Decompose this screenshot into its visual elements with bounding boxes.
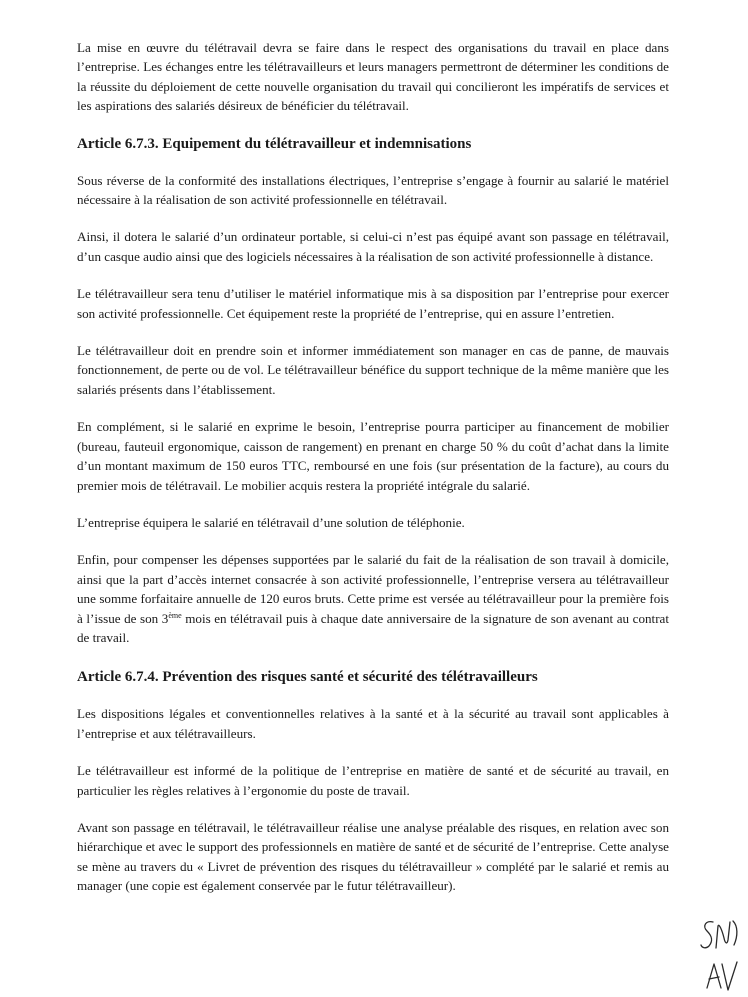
paragraph-mobilier: En complément, si le salarié en exprime le besoin, l’entreprise pourra participer au financement de mobilier (bureau, fauteuil ergonomique, caisson de rangement) en prenant en charge 50 % du coût d’achat dans la limite d’un montant maximum de 150 euros TTC, remboursé en une fois (sur présentation de la facture), au cours du premier mois de télétravail. Le mobilier acquis restera la propriété intégrale du salarié. [77, 419, 669, 493]
prime-text-after: mois en télétravail puis à chaque date anniversaire de la signature de son avenant au contrat de travail. [77, 610, 670, 645]
prime-text-before: Enfin, pour compenser les dépenses supportées par le salarié du fait de la réalisation de son travail à domicile, ainsi que la part d’accès internet consacrée à son activité professionnelle, l’entreprise versera au télétravailleur une somme forfaitaire annuelle de 120 euros bruts. Cette prime est versée au télétravailleur pour la première fois à l’issue de son 3 [77, 552, 669, 626]
paragraph-intro: La mise en œuvre du télétravail devra se faire dans le respect des organisations du travail en place dans l’entreprise. Les échanges entre les télétravailleurs et leurs managers permettront de déterminer les conditions de la réussite du déploiement de cette nouvelle organisation du travail qui concilieront les impératifs de services et les aspirations des salariés désireux de bénéficier du télétravail. [77, 40, 669, 114]
paragraph-soin: Le télétravailleur doit en prendre soin et informer immédiatement son manager en cas de panne, de mauvais fonctionnement, de perte ou de vol. Le télétravailleur bénéfice du support technique de la même manière que les salariés présents dans l’établissement. [77, 343, 669, 397]
heading-article-6-7-4: Article 6.7.4. Prévention des risques santé et sécurité des télétravailleurs [77, 669, 538, 686]
paragraph-ordinateur: Ainsi, il dotera le salarié d’un ordinateur portable, si celui-ci n’est pas équipé avant son passage en télétravail, d’un casque audio ainsi que des logiciels nécessaires à la réalisation de son activité professionnelle à distance. [77, 229, 669, 264]
paragraph-materiel: Le télétravailleur sera tenu d’utiliser le matériel informatique mis à sa disposition par l’entreprise pour exercer son activité professionnelle. Cet équipement reste la propriété de l’entreprise, qui en assure l’entretien. [77, 286, 669, 321]
paragraph-prime [77, 550, 669, 647]
paragraph-telephonie: L’entreprise équipera le salarié en télétravail d’une solution de téléphonie. [77, 514, 465, 530]
handwritten-initials [700, 918, 744, 994]
heading-article-6-7-3: Article 6.7.3. Equipement du télétravailleur et indemnisations [77, 135, 472, 152]
prime-superscript: ème [168, 610, 182, 620]
paragraph-analyse: Avant son passage en télétravail, le télétravailleur réalise une analyse préalable des risques, en relation avec son hiérarchique et avec le support des professionnels en matière de santé et de sécurité de l’entreprise. Cette analyse se mène au travers du « Livret de prévention des risques du télétravailleur » complété par le salarié et remis au manager (une copie est également conservée par le futur télétravailleur). [77, 819, 669, 894]
paragraph-conformite: Sous réverse de la conformité des installations électriques, l’entreprise s’engage à fournir au salarié le matériel nécessaire à la réalisation de son activité professionnelle en télétravail. [77, 172, 669, 208]
document-body [77, 38, 669, 896]
paragraph-dispositions: Les dispositions légales et conventionnelles relatives à la santé et à la sécurité au travail sont applicables à l’entreprise et aux télétravailleurs. [77, 706, 669, 741]
paragraph-politique: Le télétravailleur est informé de la politique de l’entreprise en matière de santé et de sécurité au travail, en particulier les règles relatives à l’ergonomie du poste de travail. [77, 763, 669, 798]
